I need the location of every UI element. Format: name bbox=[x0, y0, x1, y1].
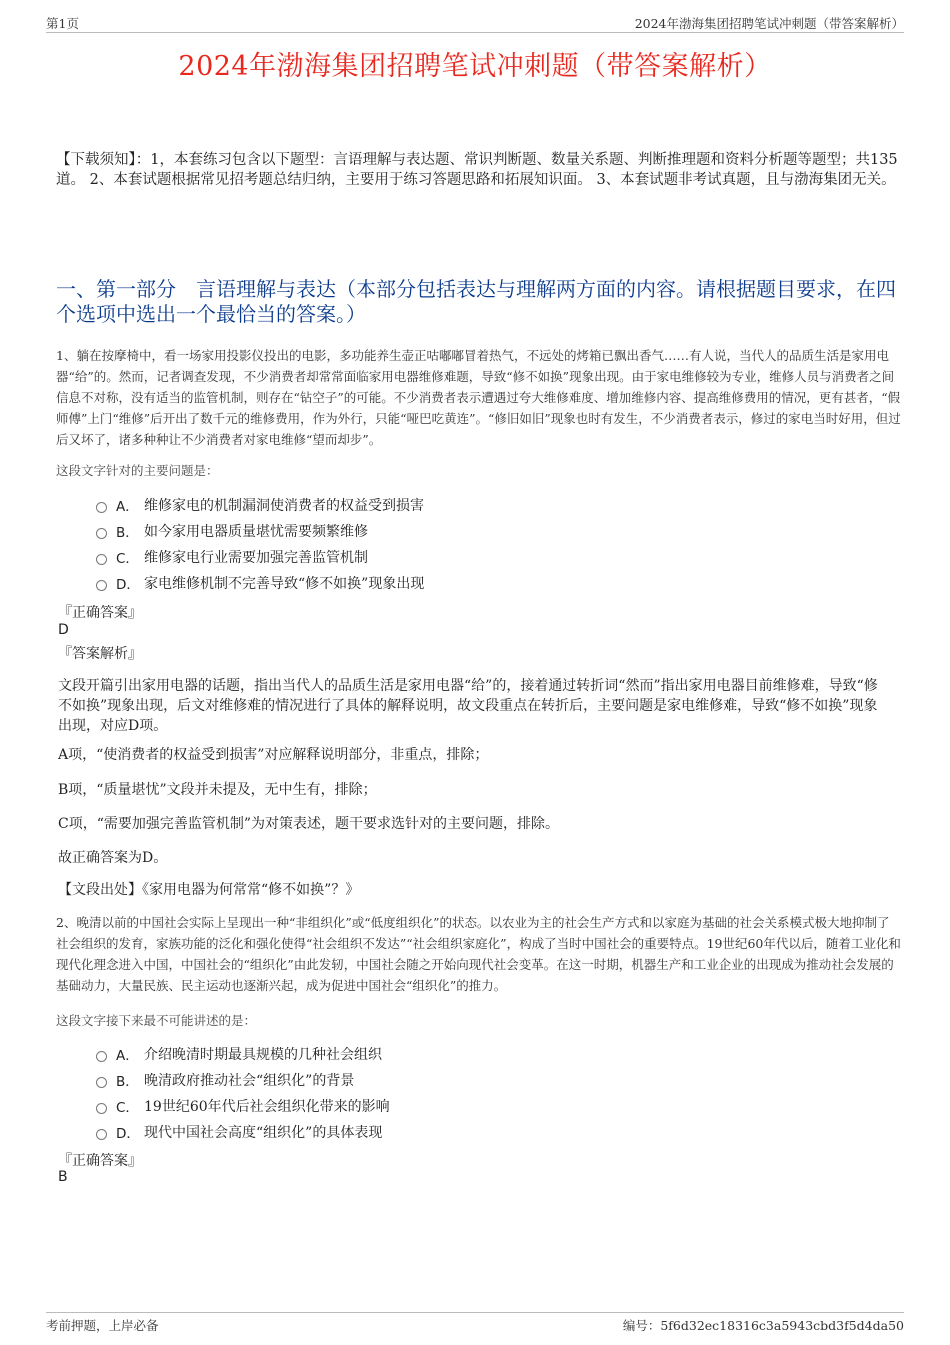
option-b[interactable] bbox=[96, 518, 796, 544]
page-title: 2024年渤海集团招聘笔试冲刺题（带答案解析） bbox=[178, 51, 772, 82]
option-text: 19世纪60年代后社会组织化带来的影响 bbox=[144, 1099, 390, 1115]
analysis-paragraph: B项，“质量堪忧”文段并未提及，无中生有，排除； bbox=[58, 782, 377, 798]
option-d[interactable] bbox=[96, 570, 796, 596]
radio-icon[interactable] bbox=[96, 554, 107, 565]
option-text: 晚清政府推动社会“组织化”的背景 bbox=[144, 1073, 355, 1089]
option-letter: A． bbox=[116, 499, 139, 515]
analysis-label: 『答案解析』 bbox=[58, 646, 142, 662]
header-doc-title: 2024年渤海集团招聘笔试冲刺题（带答案解析） bbox=[634, 16, 904, 31]
radio-icon[interactable] bbox=[96, 1077, 107, 1088]
question-1-prompt: 这段文字针对的主要问题是： bbox=[56, 463, 219, 478]
source-citation: 【文段出处】《家用电器为何常常“修不如换”？》 bbox=[58, 882, 360, 898]
question-2-options bbox=[96, 1041, 796, 1145]
footer-slogan: 考前押题，上岸必备 bbox=[46, 1318, 159, 1333]
analysis-paragraph: 文段开篇引出家用电器的话题，指出当代人的品质生活是家用电器“给”的，接着通过转折词“然而”指出家用电器目前维修难，导致“修不如换”现象出现，后文对维修难的情况进行了具体的解释说明，故文段重点在转折后，主要问题是家电维修难，导致“修不如换”现象出现，对应D项。 bbox=[58, 678, 878, 734]
option-letter: D． bbox=[116, 577, 140, 593]
download-notice: 【下载须知】：1，本套练习包含以下题型：言语理解与表达题、常识判断题、数量关系题、判断推理题和资料分析题等题型；共135道。 2、本套试题根据常见招考题总结归纳，主要用于练习答题思路和拓展知识面。 3、本套试题非考试真题，且与渤海集团无关。 bbox=[56, 152, 898, 188]
option-letter: C． bbox=[116, 551, 139, 567]
page-header bbox=[46, 14, 904, 33]
option-letter: B． bbox=[116, 525, 139, 541]
option-text: 维修家电行业需要加强完善监管机制 bbox=[144, 550, 368, 566]
option-letter: A． bbox=[116, 1048, 139, 1064]
option-text: 维修家电的机制漏洞使消费者的权益受到损害 bbox=[144, 498, 424, 514]
analysis-paragraph: A项，“使消费者的权益受到损害”对应解释说明部分，非重点，排除； bbox=[58, 747, 489, 763]
page-number: 第1页 bbox=[46, 16, 79, 31]
question-1-text: 1、躺在按摩椅中，看一场家用投影仪投出的电影，多功能养生壶正咕嘟嘟冒着热气，不远处的烤箱已飘出香气……有人说，当代人的品质生活是家用电器“给”的。然而，记者调查发现，不少消费者却常常面临家用电器维修难题，导致“修不如换”现象出现。由于家电维修较为专业，维修人员与消费者之间信息不对称，没有适当的监管机制，则存在“钻空子”的可能。不少消费者表示遭遇过夸大维修难度、增加维修内容、提高维修费用的情况，更有甚者，“假师傅”上门“维修”后开出了数千元的维修费用，作为外行，只能“哑巴吃黄连”。“修旧如旧”现象也时有发生，不少消费者表示，修过的家电当时好用，但过后又坏了，诸多种种让不少消费者对家电维修“望而却步”。 bbox=[56, 348, 901, 447]
option-a[interactable] bbox=[96, 1041, 796, 1067]
option-letter: B． bbox=[116, 1074, 139, 1090]
analysis-paragraph: 故正确答案为D。 bbox=[58, 850, 168, 866]
option-letter: C． bbox=[116, 1100, 139, 1116]
option-text: 介绍晚清时期最具规模的几种社会组织 bbox=[144, 1047, 382, 1063]
question-1-options bbox=[96, 492, 796, 596]
option-c[interactable] bbox=[96, 544, 796, 570]
option-b[interactable] bbox=[96, 1067, 796, 1093]
correct-answer-label: 『正确答案』 bbox=[58, 605, 142, 621]
option-letter: D． bbox=[116, 1126, 140, 1142]
page-footer bbox=[46, 1312, 904, 1335]
radio-icon[interactable] bbox=[96, 528, 107, 539]
radio-icon[interactable] bbox=[96, 1129, 107, 1140]
option-c[interactable] bbox=[96, 1093, 796, 1119]
radio-icon[interactable] bbox=[96, 1103, 107, 1114]
option-text: 家电维修机制不完善导致“修不如换”现象出现 bbox=[144, 576, 425, 592]
section-heading: 一、第一部分 言语理解与表达（本部分包括表达与理解两方面的内容。请根据题目要求，在四个选项中选出一个最恰当的答案。） bbox=[56, 277, 896, 326]
correct-answer: B bbox=[58, 1169, 68, 1185]
question-2-prompt: 这段文字接下来最不可能讲述的是： bbox=[56, 1013, 257, 1028]
correct-answer-label: 『正确答案』 bbox=[58, 1153, 142, 1169]
radio-icon[interactable] bbox=[96, 502, 107, 513]
radio-icon[interactable] bbox=[96, 1051, 107, 1062]
correct-answer: D bbox=[58, 622, 69, 638]
question-2-text: 2、晚清以前的中国社会实际上呈现出一种“非组织化”或“低度组织化”的状态。以农业为主的社会生产方式和以家庭为基础的社会关系模式极大地抑制了社会组织的发育，家族功能的泛化和强化使得“社会组织不发达”“社会组织家庭化”，构成了当时中国社会的重要特点。19世纪60年代以后，随着工业化和现代化理念进入中国，中国社会的“组织化”由此发轫，中国社会随之开始向现代社会变革。在这一时期，机器生产和工业企业的出现成为推动社会发展的基础动力，大量民族、民主运动也逐渐兴起，成为促进中国社会“组织化”的推力。 bbox=[56, 915, 901, 993]
option-text: 现代中国社会高度“组织化”的具体表现 bbox=[144, 1125, 383, 1141]
option-text: 如今家用电器质量堪忧需要频繁维修 bbox=[144, 524, 368, 540]
footer-doc-id: 编号：5f6d32ec18316c3a5943cbd3f5d4da50 bbox=[622, 1318, 904, 1333]
radio-icon[interactable] bbox=[96, 580, 107, 591]
analysis-paragraph: C项，“需要加强完善监管机制”为对策表述，题干要求选针对的主要问题，排除。 bbox=[58, 816, 560, 832]
option-d[interactable] bbox=[96, 1119, 796, 1145]
option-a[interactable] bbox=[96, 492, 796, 518]
